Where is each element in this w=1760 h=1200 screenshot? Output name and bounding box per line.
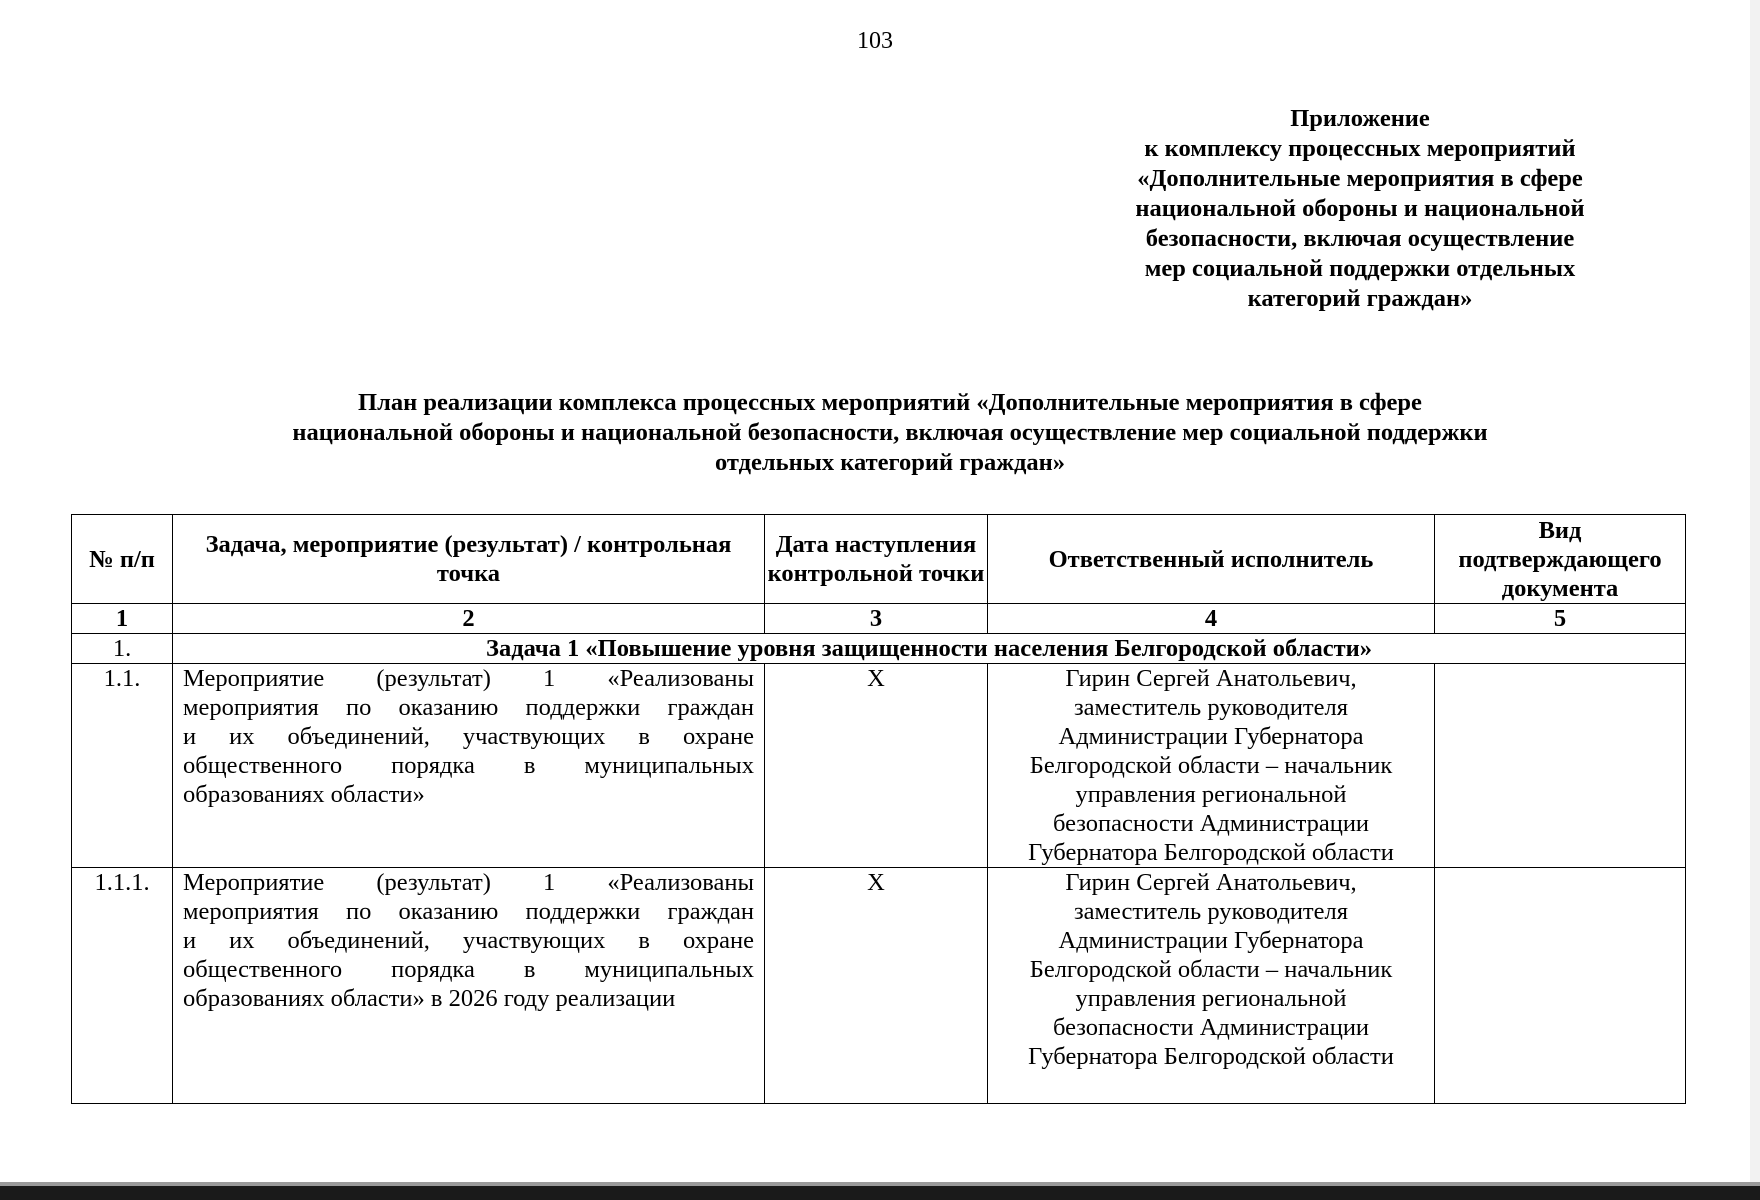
column-number: 3 [765, 604, 988, 634]
executor-line: Гирин Сергей Анатольевич, [1065, 869, 1357, 896]
scan-right-edge [1750, 0, 1760, 1200]
row-number: 1.1.1. [72, 868, 173, 1104]
executor-line: безопасности Администрации [1052, 1014, 1370, 1041]
executor-line: Губернатора Белгородской области [1028, 1043, 1394, 1070]
appendix-line: Приложение [1290, 105, 1430, 132]
row-executor [988, 868, 1435, 1104]
plan-title-line: отдельных категорий граждан» [714, 449, 1066, 476]
plan-title-line: национальной обороны и национальной безопасности, включая осуществление мер социальной поддержки [292, 419, 1488, 446]
executor-line: Администрации Губернатора [1058, 927, 1364, 954]
row-document [1435, 664, 1686, 868]
executor-line: управления региональной [1075, 985, 1347, 1012]
appendix-line: безопасности, включая осуществление [1145, 225, 1575, 252]
row-description [173, 868, 765, 1104]
executor-line: управления региональной [1075, 781, 1347, 808]
description-line: общественного порядка в муниципальных [183, 752, 754, 779]
executor-line: Белгородской области – начальник [1029, 956, 1393, 983]
plan-title-line: План реализации комплекса процессных мероприятий «Дополнительные мероприятия в сфере [358, 389, 1422, 416]
description-line: и их объединений, участвующих в охране [183, 927, 754, 954]
header-task: Задача, мероприятие (результат) / контрольная точка [173, 515, 765, 604]
appendix-line: к комплексу процессных мероприятий [1144, 135, 1576, 162]
executor-line: безопасности Администрации [1052, 810, 1370, 837]
executor-line: Белгородской области – начальник [1029, 752, 1393, 779]
plan-title [70, 388, 1710, 478]
column-number: 1 [72, 604, 173, 634]
executor-line: Гирин Сергей Анатольевич, [1065, 665, 1357, 692]
page-number: 103 [857, 28, 893, 54]
table-row [72, 664, 1686, 868]
row-date: Х [765, 664, 988, 868]
description-line: общественного порядка в муниципальных [183, 956, 754, 983]
executor-line: Губернатора Белгородской области [1028, 839, 1394, 866]
scan-bottom-edge [0, 1186, 1760, 1200]
appendix-line: категорий граждан» [1247, 285, 1473, 312]
column-number: 4 [988, 604, 1435, 634]
task-number: 1. [72, 634, 173, 664]
description-line: Мероприятие (результат) 1 «Реализованы [183, 869, 754, 896]
plan-table [71, 514, 1686, 1104]
table-header-row [72, 515, 1686, 604]
appendix-line: национальной обороны и национальной [1135, 195, 1585, 222]
row-executor [988, 664, 1435, 868]
description-line: мероприятия по оказанию поддержки граждан [183, 898, 754, 925]
header-document: Вид подтверждающего документа [1435, 515, 1686, 604]
row-document [1435, 868, 1686, 1104]
executor-line: заместитель руководителя [1073, 898, 1349, 925]
column-number: 2 [173, 604, 765, 634]
header-number: № п/п [72, 515, 173, 604]
row-date: Х [765, 868, 988, 1104]
executor-line: Администрации Губернатора [1058, 723, 1364, 750]
description-line: образованиях области» в 2026 году реализации [183, 985, 676, 1012]
appendix-line: мер социальной поддержки отдельных [1144, 255, 1576, 282]
column-number-row [72, 604, 1686, 634]
header-executor: Ответственный исполнитель [988, 515, 1435, 604]
row-description [173, 664, 765, 868]
appendix-header [1110, 104, 1610, 314]
column-number: 5 [1435, 604, 1686, 634]
appendix-line: «Дополнительные мероприятия в сфере [1137, 165, 1583, 192]
table-row [72, 868, 1686, 1104]
description-line: мероприятия по оказанию поддержки граждан [183, 694, 754, 721]
executor-line: заместитель руководителя [1073, 694, 1349, 721]
row-number: 1.1. [72, 664, 173, 868]
description-line: Мероприятие (результат) 1 «Реализованы [183, 665, 754, 692]
task-title: Задача 1 «Повышение уровня защищенности населения Белгородской области» [173, 634, 1686, 664]
description-line: образованиях области» [183, 781, 425, 808]
task-row [72, 634, 1686, 664]
description-line: и их объединений, участвующих в охране [183, 723, 754, 750]
header-date: Дата наступления контрольной точки [765, 515, 988, 604]
